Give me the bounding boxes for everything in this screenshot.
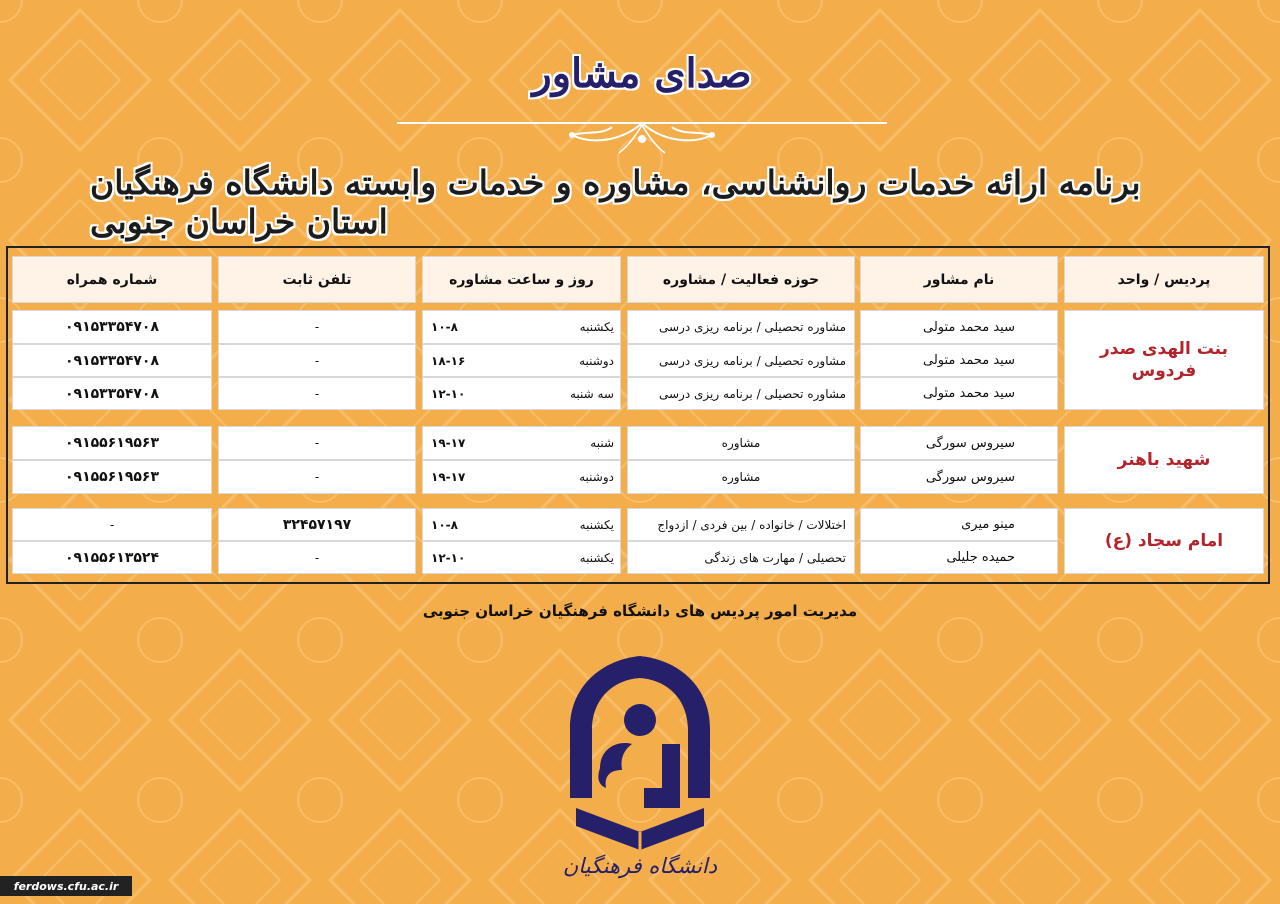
counselor-cell: سیروس سورگی: [860, 460, 1058, 494]
hours-label: ۱۸-۱۶: [431, 353, 466, 368]
landline-cell: -: [218, 541, 416, 574]
day-time-cell: [422, 377, 621, 410]
day-time-cell: [422, 426, 621, 460]
mobile-cell: ۰۹۱۵۳۳۵۴۷۰۸: [12, 377, 212, 410]
campus-cell: بنت الهدی صدر فردوس: [1064, 310, 1264, 410]
day-label: دوشنبه: [579, 470, 614, 484]
header-landline: تلفن ثابت: [218, 256, 416, 303]
landline-cell: -: [218, 377, 416, 410]
day-label: یکشنبه: [579, 320, 614, 334]
header-counselor: نام مشاور: [860, 256, 1058, 303]
landline-cell: -: [218, 310, 416, 344]
counselor-cell: مینو میری: [860, 508, 1058, 541]
hours-label: ۱۰-۸: [431, 320, 458, 334]
page-subtitle: برنامه ارائه خدمات روانشناسی، مشاوره و خدمات وابسته دانشگاه فرهنگیان استان خراسان جنوبی: [90, 163, 1141, 241]
title-text: صدای مشاور: [532, 49, 752, 97]
counselor-cell: حمیده جلیلی: [860, 541, 1058, 574]
logo-caption: دانشگاه فرهنگیان: [562, 854, 718, 878]
day-label: یکشنبه: [579, 517, 614, 532]
field-cell: اختلالات / خانواده / بین فردی / ازدواج: [627, 508, 855, 541]
counselor-cell: سید محمد متولی: [860, 310, 1058, 344]
mobile-cell: ۰۹۱۵۳۳۵۴۷۰۸: [12, 310, 212, 344]
landline-cell: -: [218, 460, 416, 494]
site-url-label: ferdows.cfu.ac.ir: [0, 876, 132, 896]
ornament-divider: [397, 113, 887, 158]
hours-label: ۱۹-۱۷: [431, 470, 466, 484]
day-label: شنبه: [590, 436, 614, 450]
counselor-cell: سید محمد متولی: [860, 377, 1058, 410]
landline-cell: ۳۲۴۵۷۱۹۷: [218, 508, 416, 541]
day-time-cell: [422, 344, 621, 377]
day-label: دوشنبه: [579, 353, 614, 368]
campus-cell: شهید باهنر: [1064, 426, 1264, 494]
field-cell: مشاوره تحصیلی / برنامه ریزی درسی: [627, 344, 855, 377]
mobile-cell: ۰۹۱۵۵۶۱۹۵۶۳: [12, 460, 212, 494]
day-time-cell: [422, 508, 621, 541]
day-time-cell: [422, 310, 621, 344]
mobile-cell: ۰۹۱۵۳۳۵۴۷۰۸: [12, 344, 212, 377]
page-title: [522, 38, 762, 108]
header-campus: پردیس / واحد: [1064, 256, 1264, 303]
day-time-cell: [422, 541, 621, 574]
mobile-cell: ۰۹۱۵۵۶۱۳۵۲۴: [12, 541, 212, 574]
field-cell: مشاوره تحصیلی / برنامه ریزی درسی: [627, 377, 855, 410]
day-time-cell: [422, 460, 621, 494]
counselor-cell: سیروس سورگی: [860, 426, 1058, 460]
field-cell: تحصیلی / مهارت های زندگی: [627, 541, 855, 574]
field-cell: مشاوره: [627, 460, 855, 494]
organization-label: مدیریت امور پردیس های دانشگاه فرهنگیان خراسان جنوبی: [422, 602, 858, 620]
mobile-cell: -: [12, 508, 212, 541]
field-cell: مشاوره تحصیلی / برنامه ریزی درسی: [627, 310, 855, 344]
day-label: سه شنبه: [569, 386, 614, 401]
landline-cell: -: [218, 426, 416, 460]
hours-label: ۱۰-۸: [431, 517, 458, 532]
counselor-cell: سید محمد متولی: [860, 344, 1058, 377]
day-label: یکشنبه: [579, 550, 614, 565]
header-field: حوزه فعالیت / مشاوره: [627, 256, 855, 303]
mobile-cell: ۰۹۱۵۵۶۱۹۵۶۳: [12, 426, 212, 460]
hours-label: ۱۲-۱۰: [431, 550, 466, 565]
header-mobile: شماره همراه: [12, 256, 212, 303]
field-cell: مشاوره: [627, 426, 855, 460]
landline-cell: -: [218, 344, 416, 377]
hours-label: ۱۲-۱۰: [431, 386, 466, 401]
campus-cell: امام سجاد (ع): [1064, 508, 1264, 574]
hours-label: ۱۹-۱۷: [431, 436, 466, 450]
header-day-time: روز و ساعت مشاوره: [422, 256, 621, 303]
